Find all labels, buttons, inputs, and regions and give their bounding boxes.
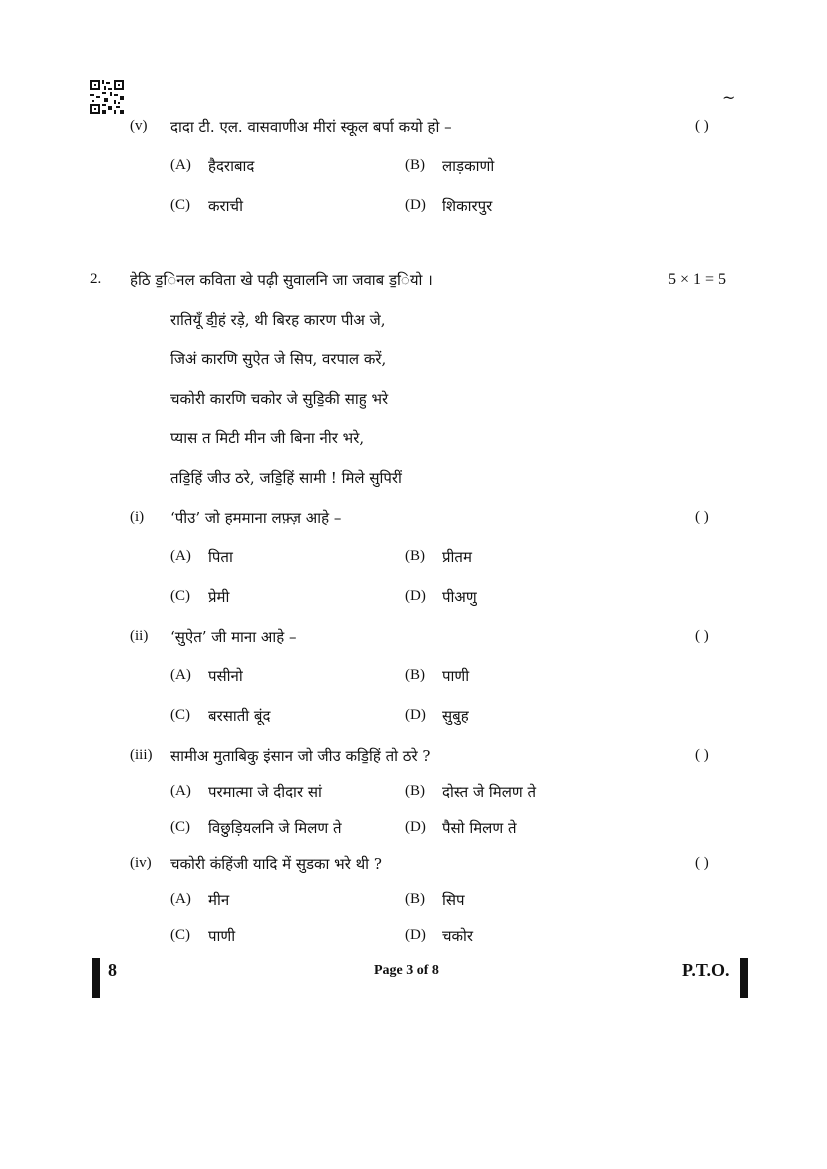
question-number: (v) xyxy=(130,118,148,134)
option-label: (B) xyxy=(405,891,425,907)
option-label: (A) xyxy=(170,891,191,907)
option-label: (C) xyxy=(170,927,190,943)
option-label: (D) xyxy=(405,588,426,604)
option-label: (D) xyxy=(405,197,426,213)
option-text: पिता xyxy=(208,548,233,566)
option-label: (D) xyxy=(405,927,426,943)
option-text: बरसाती बूंद xyxy=(208,707,271,725)
option-label: (C) xyxy=(170,197,190,213)
footer-code: 8 xyxy=(108,960,117,980)
answer-bracket: ( ) xyxy=(695,747,709,763)
option-label: (A) xyxy=(170,157,191,173)
question-number: (iv) xyxy=(130,855,152,871)
option-label: (A) xyxy=(170,667,191,683)
option-text: सिप xyxy=(442,891,465,909)
option-text: परमात्मा जे दीदार सां xyxy=(208,783,322,801)
option-label: (C) xyxy=(170,588,190,604)
answer-bracket: ( ) xyxy=(695,855,709,871)
question-text: ‘पीउ’ जो हममाना लफ़्ज़ आहे – xyxy=(170,509,342,527)
option-text: हैदराबाद xyxy=(208,157,255,175)
pto-label: P.T.O. xyxy=(682,960,730,980)
question-number: (ii) xyxy=(130,628,149,644)
option-text: दोस्त जे मिलण ते xyxy=(442,783,537,801)
page-number: Page 3 of 8 xyxy=(374,963,439,978)
option-text: विछुड़ियलनि जे मिलण ते xyxy=(208,819,342,837)
option-text: पसीनो xyxy=(208,667,243,685)
poem-line: रातियूँ डी॒हं रड़े, थी बिरह कारण पीअ जे, xyxy=(170,311,386,329)
option-label: (C) xyxy=(170,819,190,835)
poem-line: प्यास त मिटी मीन जी बिना नीर भरे, xyxy=(170,429,365,447)
corner-mark: ~ xyxy=(722,88,736,107)
question-text: चकोरी कंहिंजी यादि में सुडका भरे थी ? xyxy=(170,855,382,873)
marks: 5 × 1 = 5 xyxy=(668,271,727,288)
question-text: सामीअ मुताबिकु इंसान जो जीउ कडि॒हिं तो ठरे ? xyxy=(170,747,431,765)
poem-line: तडि॒हिं जीउ ठरे, जडि॒हिं सामी ! मिले सुपिरीं xyxy=(170,469,402,487)
poem-line: जिअं कारणि सुऐत जे सिप, वरपाल करें, xyxy=(170,350,387,368)
footer-left-bar xyxy=(92,958,100,998)
option-text: पाणी xyxy=(208,927,236,945)
option-text: पाणी xyxy=(442,667,470,685)
question-number: (i) xyxy=(130,509,145,525)
answer-bracket: ( ) xyxy=(695,509,709,525)
option-text: शिकारपुर xyxy=(442,197,493,215)
question-number: 2. xyxy=(90,271,102,287)
question-text: ‘सुऐत’ जी माना आहे – xyxy=(170,628,297,646)
option-label: (A) xyxy=(170,548,191,564)
answer-bracket: ( ) xyxy=(695,628,709,644)
option-label: (D) xyxy=(405,707,426,723)
question-text: दादा टी. एल. वासवाणीअ मीरां स्कूल बर्पा कयो हो – xyxy=(170,118,452,136)
option-label: (B) xyxy=(405,667,425,683)
option-text: चकोर xyxy=(442,927,474,945)
option-label: (B) xyxy=(405,783,425,799)
option-text: पैसो मिलण ते xyxy=(442,819,517,837)
option-text: लाड़काणो xyxy=(442,157,495,175)
option-text: कराची xyxy=(208,197,243,215)
option-text: प्रीतम xyxy=(442,548,472,566)
option-label: (A) xyxy=(170,783,191,799)
option-label: (C) xyxy=(170,707,190,723)
option-label: (B) xyxy=(405,157,425,173)
qr-code-icon xyxy=(90,80,124,114)
option-text: मीन xyxy=(208,891,230,909)
question-number: (iii) xyxy=(130,747,153,763)
option-text: प्रेमी xyxy=(208,588,230,606)
answer-bracket: ( ) xyxy=(695,118,709,134)
poem-line: चकोरी कारणि चकोर जे सुडि॒की साहु भरे xyxy=(170,390,389,408)
footer-right-bar xyxy=(740,958,748,998)
option-label: (B) xyxy=(405,548,425,564)
option-text: पीअणु xyxy=(442,588,477,606)
question-instruction: हेठि ड॒िनल कविता खे पढ़ी सुवालनि जा जवाब ड॒ियो । xyxy=(130,271,433,289)
option-label: (D) xyxy=(405,819,426,835)
option-text: सुबुह xyxy=(442,707,469,725)
